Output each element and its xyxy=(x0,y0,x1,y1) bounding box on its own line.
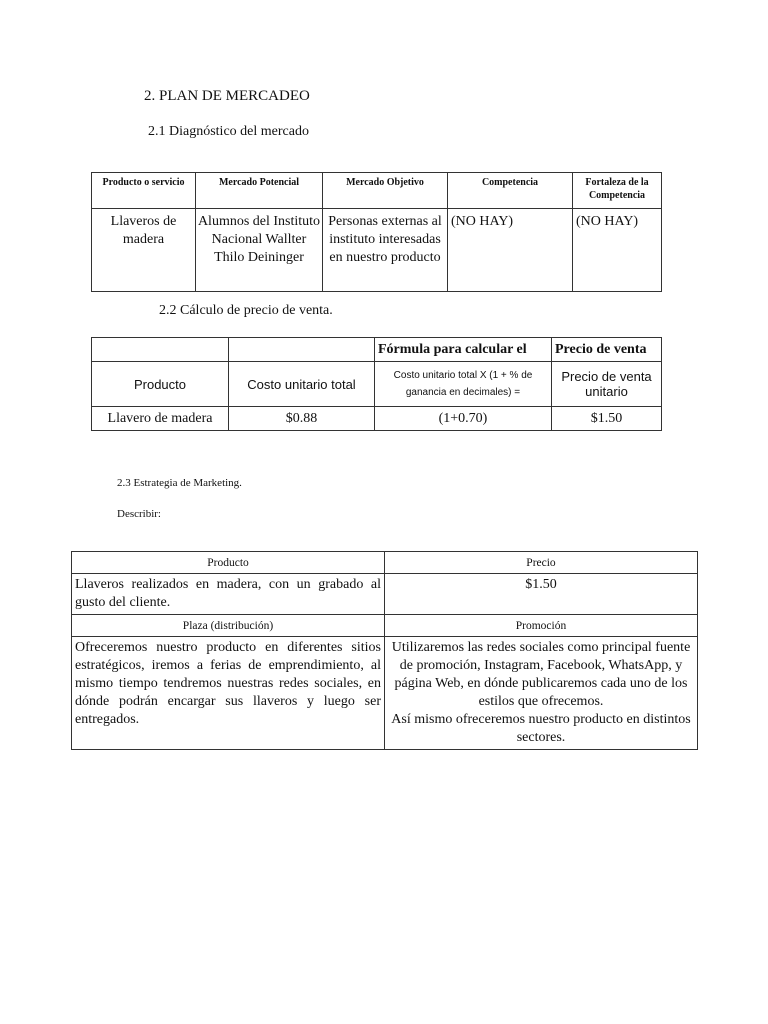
header-cell: Mercado Potencial xyxy=(196,173,323,209)
subsection-title-diagnostico: 2.1 Diagnóstico del mercado xyxy=(148,124,309,139)
table-row xyxy=(92,407,662,431)
diagnostic-table xyxy=(91,172,662,292)
table-header-row xyxy=(92,173,662,209)
table-row xyxy=(72,574,698,615)
promocion-label: Promoción xyxy=(385,615,698,637)
table-header-row xyxy=(72,615,698,637)
header-cell: Costo unitario total xyxy=(229,362,375,407)
plaza-text: Ofreceremos nuestro producto en diferentes sitios estratégicos, iremos a ferias de emprendimiento, al mismo tiempo tendremos nuestras redes sociales, en dónde podrán encargar sus llaveros y luego ser entregados. xyxy=(72,637,385,750)
header-cell: Precio de venta unitario xyxy=(552,362,662,407)
table-cell: Llaveros de madera xyxy=(92,209,196,292)
table-header-row xyxy=(72,552,698,574)
table-cell xyxy=(92,338,229,362)
plaza-label: Plaza (distribución) xyxy=(72,615,385,637)
promocion-text: Utilizaremos las redes sociales como principal fuente de promoción, Instagram, Facebook, WhatsApp, y página Web, en dónde publicaremos cada uno de los estilos que ofrecemos. xyxy=(391,640,691,709)
header-cell: Producto o servicio xyxy=(92,173,196,209)
precio-text: $1.50 xyxy=(385,574,698,615)
table-row xyxy=(72,637,698,750)
table-row xyxy=(92,209,662,292)
table-cell: (NO HAY) xyxy=(448,209,573,292)
table-cell: (1+0.70) xyxy=(375,407,552,431)
subsection-title-calculo: 2.2 Cálculo de precio de venta. xyxy=(159,303,333,318)
precio-label: Precio xyxy=(385,552,698,574)
header-cell: Costo unitario total X (1 + % de ganancia en decimales) = xyxy=(375,362,552,407)
section-title-plan: 2. PLAN DE MERCADEO xyxy=(144,88,310,104)
table-cell: Personas externas al instituto interesadas en nuestro producto xyxy=(323,209,448,292)
table-cell: (NO HAY) xyxy=(573,209,662,292)
price-table xyxy=(91,337,662,431)
subsection-title-estrategia: 2.3 Estrategia de Marketing. xyxy=(117,477,242,489)
producto-text: Llaveros realizados en madera, con un grabado al gusto del cliente. xyxy=(72,574,385,615)
header-cell: Mercado Objetivo xyxy=(323,173,448,209)
table-cell: $1.50 xyxy=(552,407,662,431)
promocion-text: Así mismo ofreceremos nuestro producto en distintos sectores. xyxy=(391,712,691,745)
table-row xyxy=(92,338,662,362)
table-cell: Alumnos del Instituto Nacional Wallter Thilo Deininger xyxy=(196,209,323,292)
describir-label: Describir: xyxy=(117,508,161,520)
table-cell: Precio de venta xyxy=(552,338,662,362)
table-header-row xyxy=(92,362,662,407)
header-cell: Competencia xyxy=(448,173,573,209)
promocion-cell xyxy=(385,637,698,750)
header-cell: Fortaleza de la Competencia xyxy=(573,173,662,209)
table-cell xyxy=(229,338,375,362)
producto-label: Producto xyxy=(72,552,385,574)
table-cell: Fórmula para calcular el xyxy=(375,338,552,362)
table-cell: $0.88 xyxy=(229,407,375,431)
header-cell: Producto xyxy=(92,362,229,407)
table-cell: Llavero de madera xyxy=(92,407,229,431)
marketing-table xyxy=(71,551,698,750)
